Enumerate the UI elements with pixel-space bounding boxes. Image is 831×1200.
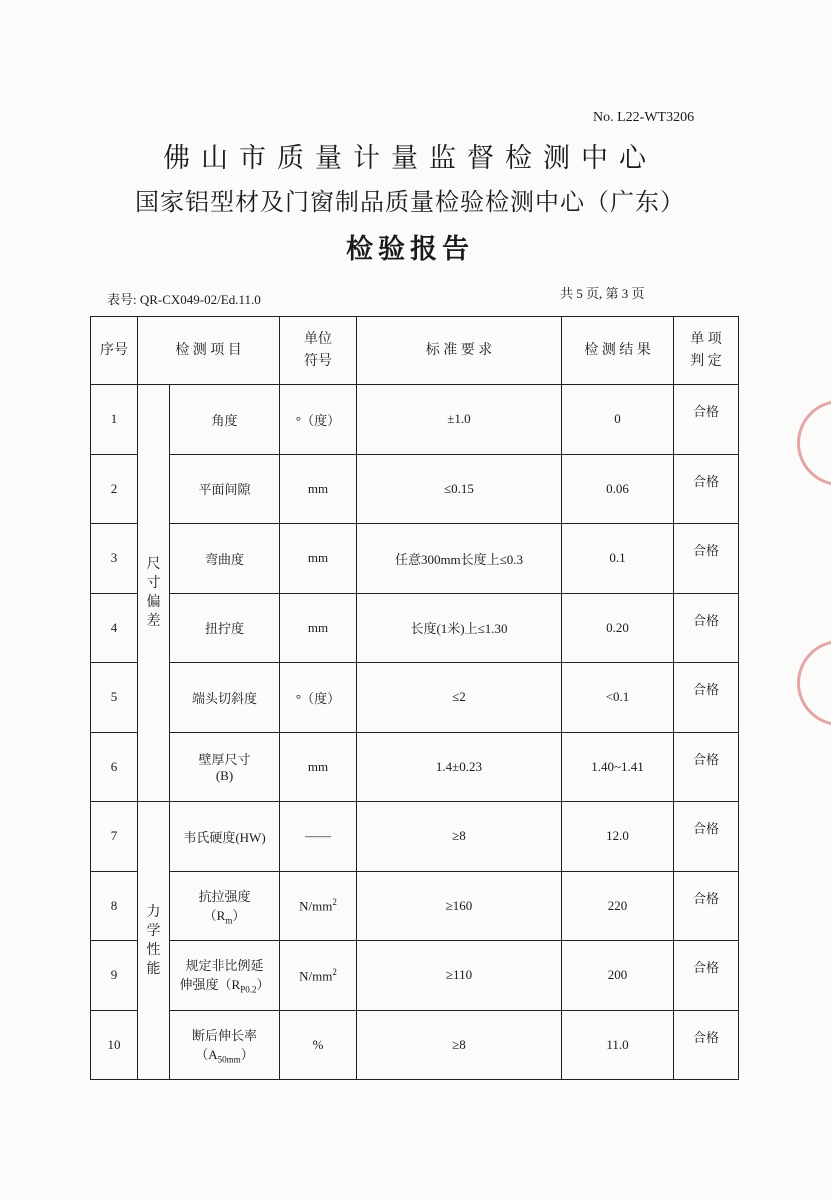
item-name — [170, 941, 280, 1011]
category-char: 力 — [146, 904, 161, 920]
category-char: 寸 — [146, 576, 161, 591]
item-name-line1: 壁厚尺寸 — [198, 752, 251, 768]
unit: mm — [280, 454, 357, 524]
header-result: 检 测 结 果 — [562, 317, 674, 385]
standard: 任意300mm长度上≤0.3 — [357, 524, 562, 594]
result: 220 — [562, 871, 674, 941]
item-name: 弯曲度 — [170, 524, 280, 594]
item-name — [170, 871, 280, 941]
verdict: 合格 — [674, 1010, 739, 1080]
standard: ≥8 — [357, 1010, 562, 1080]
result: 1.40~1.41 — [562, 732, 674, 802]
result: 12.0 — [562, 802, 674, 872]
verdict: 合格 — [674, 385, 739, 455]
seal-arc — [797, 400, 831, 486]
item-name: 端头切斜度 — [170, 663, 280, 733]
table-row — [91, 593, 739, 663]
inspection-table — [90, 316, 739, 1080]
standard: ±1.0 — [357, 385, 562, 455]
header-verdict-line1: 单 项 — [690, 331, 722, 347]
unit: mm — [280, 524, 357, 594]
center-title: 国家铝型材及门窗制品质量检验检测中心（广东） — [135, 188, 685, 216]
verdict: 合格 — [674, 802, 739, 872]
verdict: 合格 — [674, 871, 739, 941]
category-char: 性 — [146, 942, 161, 958]
standard: ≥110 — [357, 941, 562, 1011]
table-row — [91, 454, 739, 524]
unit: % — [280, 1010, 357, 1080]
verdict: 合格 — [674, 454, 739, 524]
category-dimension — [138, 385, 170, 802]
row-number: 4 — [91, 593, 138, 663]
item-name: 角度 — [170, 385, 280, 455]
standard: ≤2 — [357, 663, 562, 733]
category-char: 尺 — [146, 557, 161, 572]
header-verdict — [674, 317, 739, 385]
item-name-line2 — [172, 974, 277, 995]
symbol: R — [216, 907, 226, 923]
item-name-line1: 断后伸长率 — [191, 1027, 257, 1043]
standard: 长度(1米)上≤1.30 — [357, 593, 562, 663]
category-char: 能 — [146, 961, 161, 977]
symbol-index: m — [225, 915, 233, 926]
header-standard: 标 准 要 求 — [357, 317, 562, 385]
item-close: ） — [240, 1046, 254, 1062]
unit: mm — [280, 593, 357, 663]
item-name-line2 — [172, 1044, 277, 1065]
table-header-row — [91, 317, 739, 385]
item-name: 扭拧度 — [170, 593, 280, 663]
item-name-line2: (B) — [215, 768, 234, 784]
header-unit-line2: 符号 — [304, 353, 332, 369]
unit — [280, 941, 357, 1011]
verdict: 合格 — [674, 593, 739, 663]
verdict: 合格 — [674, 663, 739, 733]
unit-main: N/mm — [299, 967, 333, 983]
row-number: 9 — [91, 941, 138, 1011]
symbol: （A — [195, 1046, 218, 1062]
unit-exponent: 2 — [332, 966, 337, 977]
item-name-line1: 规定非比例延 — [185, 958, 264, 974]
table-row — [91, 385, 739, 455]
row-number: 3 — [91, 524, 138, 594]
table-row — [91, 802, 739, 872]
unit: —— — [280, 802, 357, 872]
organization-title: 佛山市质量计量监督检测中心 — [163, 143, 657, 174]
item-name-line1: 抗拉强度 — [198, 888, 251, 904]
item-close: ） — [256, 977, 270, 993]
header-unit-line1: 单位 — [304, 331, 332, 347]
item-text: 伸强度（R — [179, 977, 241, 993]
unit: °（度） — [280, 663, 357, 733]
item-name-line2: $(R_m)$ — [203, 907, 246, 926]
category-char: 偏 — [146, 595, 161, 610]
table-row — [91, 524, 739, 594]
standard: ≤0.15 — [357, 454, 562, 524]
row-number: 7 — [91, 802, 138, 872]
unit-exponent: 2 — [332, 897, 337, 908]
result: 0.1 — [562, 524, 674, 594]
header-item: 检 测 项 目 — [138, 317, 280, 385]
result: 11.0 — [562, 1010, 674, 1080]
header-unit — [280, 317, 357, 385]
table-row — [91, 1010, 739, 1080]
standard: ≥8 — [357, 802, 562, 872]
table-row — [91, 941, 739, 1011]
category-char: 差 — [146, 614, 161, 629]
page-info: 共 5 页, 第 3 页 — [560, 286, 645, 301]
standard: 1.4±0.23 — [357, 732, 562, 802]
unit-main: N/mm — [299, 898, 333, 914]
row-number: 10 — [91, 1010, 138, 1080]
symbol-index: 50mm — [217, 1054, 241, 1065]
result: 0 — [562, 385, 674, 455]
table-row — [91, 871, 739, 941]
row-number: 6 — [91, 732, 138, 802]
report-number: No. L22-WT3206 — [593, 110, 695, 125]
item-name: 韦氏硬度(HW) — [170, 802, 280, 872]
result: 0.20 — [562, 593, 674, 663]
seal-stamp-edge — [791, 0, 831, 1200]
document-title: 检验报告 — [346, 234, 474, 265]
table-row — [91, 732, 739, 802]
item-name: 平面间隙 — [170, 454, 280, 524]
header-seq: 序号 — [91, 317, 138, 385]
result: 200 — [562, 941, 674, 1011]
row-number: 5 — [91, 663, 138, 733]
item-name — [170, 1010, 280, 1080]
verdict: 合格 — [674, 732, 739, 802]
category-char: 学 — [146, 923, 161, 939]
verdict: 合格 — [674, 941, 739, 1011]
seal-arc — [797, 640, 831, 726]
table-row — [91, 663, 739, 733]
header-verdict-line2: 判 定 — [690, 353, 722, 369]
form-number: 表号: QR-CX049-02/Ed.11.0 — [107, 292, 261, 307]
unit: °（度） — [280, 385, 357, 455]
symbol-index: P0.2 — [240, 985, 257, 996]
category-mechanical — [138, 802, 170, 1080]
item-name — [170, 732, 280, 802]
row-number: 2 — [91, 454, 138, 524]
result: <0.1 — [562, 663, 674, 733]
unit: mm — [280, 732, 357, 802]
standard: ≥160 — [357, 871, 562, 941]
unit — [280, 871, 357, 941]
verdict: 合格 — [674, 524, 739, 594]
row-number: 1 — [91, 385, 138, 455]
row-number: 8 — [91, 871, 138, 941]
result: 0.06 — [562, 454, 674, 524]
